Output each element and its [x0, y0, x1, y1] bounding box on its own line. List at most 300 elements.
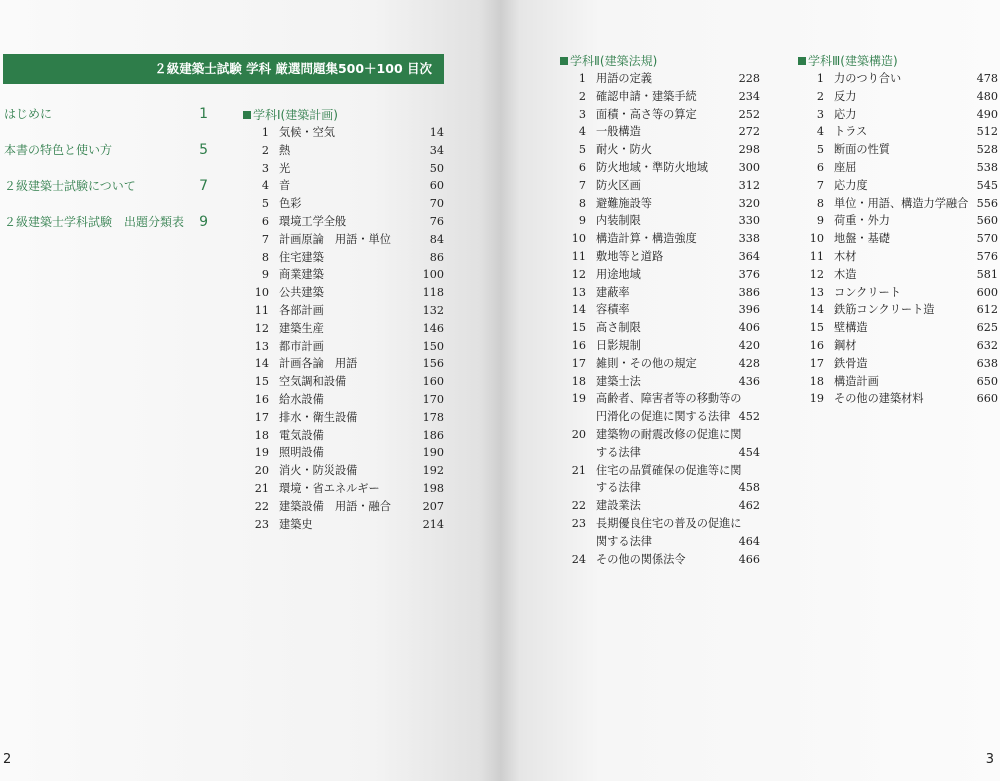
- toc-row[interactable]: [798, 373, 998, 391]
- toc-row-number: 15: [809, 321, 824, 335]
- toc-row[interactable]: [560, 284, 760, 302]
- toc-row-title: 長期優良住宅の普及の促進に: [596, 516, 742, 530]
- toc-row-title: 敷地等と道路: [596, 249, 664, 263]
- toc-row-number: 12: [571, 267, 586, 281]
- toc-row[interactable]: [243, 444, 444, 462]
- toc-row-number: 3: [261, 161, 269, 175]
- toc-row-page: 300: [738, 160, 760, 174]
- toc-row-page: 86: [429, 250, 444, 264]
- toc-row-page: [741, 515, 769, 533]
- toc-row-title: する法律: [596, 445, 641, 459]
- toc-row-page: 34: [429, 143, 444, 157]
- toc-list: [798, 70, 998, 408]
- toc-row[interactable]: [243, 213, 444, 231]
- toc-row-number: 18: [809, 374, 824, 388]
- toc-row-number: 3: [578, 107, 586, 121]
- toc-row[interactable]: [798, 212, 998, 230]
- toc-row-number: 4: [816, 125, 824, 139]
- toc-row[interactable]: [560, 515, 760, 533]
- toc-row-title: 座屈: [834, 160, 857, 174]
- toc-row-title: する法律: [596, 481, 641, 495]
- toc-row-title: 鉄筋コンクリート造: [834, 303, 935, 317]
- toc-row-title: 円滑化の促進に関する法律: [596, 410, 731, 424]
- toc-row-page: 452: [738, 410, 760, 424]
- toc-row-title: 日影規制: [596, 338, 641, 352]
- toc-row[interactable]: [243, 195, 444, 213]
- toc-row-number: 14: [254, 357, 269, 371]
- toc-row-page: 228: [738, 72, 760, 85]
- toc-row-title: 防火地域・準防火地域: [596, 160, 708, 174]
- toc-row[interactable]: [560, 212, 760, 230]
- toc-row-page: 186: [422, 428, 444, 442]
- toc-row-title: 排水・衛生設備: [279, 410, 358, 424]
- toc-row[interactable]: [798, 284, 998, 302]
- toc-row-title: 構造計画: [834, 374, 879, 388]
- toc-row-number: 23: [254, 517, 269, 531]
- toc-row-title: 地盤・基礎: [834, 232, 890, 246]
- toc-row-number: 7: [578, 178, 586, 192]
- toc-row-number: 1: [816, 72, 824, 85]
- toc-row[interactable]: [243, 142, 444, 160]
- intro-item[interactable]: [4, 212, 208, 248]
- toc-row-title: 音: [279, 179, 291, 193]
- toc-title-bar: ２級建築士試験 学科 厳選問題集500＋100 目次: [3, 54, 444, 84]
- section-building-structure: [798, 52, 998, 408]
- toc-row[interactable]: [560, 123, 760, 141]
- toc-row-number: 9: [578, 214, 586, 228]
- toc-row-page: 490: [976, 107, 998, 121]
- toc-row-title: 建設業法: [596, 499, 641, 513]
- toc-row[interactable]: [243, 124, 444, 142]
- toc-row-title: 都市計画: [279, 339, 324, 353]
- toc-row-number: 6: [816, 160, 824, 174]
- toc-row-number: 12: [809, 267, 824, 281]
- toc-row-title: 光: [279, 161, 291, 175]
- toc-row-number: 10: [809, 232, 824, 246]
- toc-row[interactable]: [243, 302, 444, 320]
- toc-row-number: 2: [578, 89, 586, 103]
- toc-row-title: 用途地域: [596, 267, 641, 281]
- toc-row-page: 570: [976, 232, 998, 246]
- toc-row[interactable]: [798, 70, 998, 88]
- toc-row[interactable]: [560, 462, 760, 480]
- toc-row-page: 480: [976, 89, 998, 103]
- toc-row[interactable]: [798, 248, 998, 266]
- toc-row[interactable]: [560, 177, 760, 195]
- toc-row-page: 464: [738, 534, 760, 548]
- toc-row-page: 576: [976, 249, 998, 263]
- toc-row[interactable]: [560, 230, 760, 248]
- toc-row[interactable]: [560, 373, 760, 391]
- toc-row-title: 建築生産: [279, 321, 324, 335]
- toc-row[interactable]: [560, 390, 760, 408]
- toc-row-page: 330: [738, 214, 760, 228]
- toc-row-title: 気候・空気: [279, 126, 335, 139]
- toc-row[interactable]: [560, 337, 760, 355]
- toc-row-page: 214: [422, 517, 444, 531]
- toc-row-title: 避難施設等: [596, 196, 652, 210]
- toc-row-title: その他の建築材料: [834, 392, 924, 406]
- toc-row-page: 660: [976, 392, 998, 406]
- toc-row-page: 650: [976, 374, 998, 388]
- toc-row-page: [741, 390, 769, 408]
- toc-row-page: 160: [422, 375, 444, 389]
- toc-row-page: 170: [422, 392, 444, 406]
- toc-row-number: 11: [571, 249, 586, 263]
- toc-list: [243, 124, 444, 533]
- intro-list: [4, 104, 208, 248]
- toc-row-title: 建築士法: [596, 374, 641, 388]
- toc-row-title: 建築史: [279, 517, 313, 531]
- toc-row[interactable]: [243, 409, 444, 427]
- toc-row-title: 反力: [834, 89, 857, 103]
- toc-row-title: 住宅建築: [279, 250, 324, 264]
- toc-row-number: 9: [261, 268, 269, 282]
- intro-item[interactable]: [4, 176, 208, 212]
- toc-row-title: その他の関係法令: [596, 552, 686, 566]
- section-heading: [243, 106, 444, 124]
- toc-row-title: コンクリート: [834, 285, 901, 299]
- toc-row[interactable]: [798, 355, 998, 373]
- toc-row[interactable]: [243, 373, 444, 391]
- toc-row-number: 19: [254, 446, 269, 460]
- toc-row-title: 各部計画: [279, 303, 324, 317]
- toc-row-title: 防火区画: [596, 178, 641, 192]
- toc-row[interactable]: [560, 444, 760, 462]
- toc-row-number: 8: [261, 250, 269, 264]
- toc-row-number: 1: [578, 72, 586, 85]
- toc-row-title: 建蔽率: [596, 285, 630, 299]
- toc-row[interactable]: [560, 355, 760, 373]
- toc-row-number: 17: [571, 356, 586, 370]
- toc-row[interactable]: [798, 230, 998, 248]
- toc-row[interactable]: [243, 160, 444, 178]
- toc-row-page: 150: [422, 339, 444, 353]
- toc-row[interactable]: [798, 141, 998, 159]
- toc-row-title: 鉄骨造: [834, 356, 868, 370]
- section-heading: [560, 52, 760, 70]
- toc-row-page: 338: [738, 232, 760, 246]
- toc-row[interactable]: [798, 159, 998, 177]
- toc-row-number: 21: [254, 481, 269, 495]
- page-number-left: 2: [3, 752, 12, 767]
- intro-item-label: ２級建築士試験について: [4, 179, 136, 193]
- toc-row-number: 16: [571, 338, 586, 352]
- section-heading: [798, 52, 998, 70]
- toc-row-page: 454: [738, 445, 760, 459]
- toc-row-title: トラス: [834, 125, 868, 139]
- toc-row[interactable]: [798, 106, 998, 124]
- toc-row-title: 建築物の耐震改修の促進に関: [596, 427, 742, 441]
- toc-row-page: 312: [738, 178, 760, 192]
- toc-row-page: 545: [976, 178, 998, 192]
- toc-row-number: 12: [254, 321, 269, 335]
- toc-row[interactable]: [560, 70, 760, 88]
- toc-row-page: 560: [976, 214, 998, 228]
- intro-item-page: 9: [199, 214, 208, 230]
- toc-row-page: 14: [429, 126, 444, 139]
- page-number-right: 3: [985, 752, 994, 767]
- toc-row-number: 7: [261, 232, 269, 246]
- toc-row[interactable]: [560, 479, 760, 497]
- toc-row[interactable]: [798, 123, 998, 141]
- toc-row-page: 458: [738, 481, 760, 495]
- intro-item-label: ２級建築士学科試験 出題分類表: [4, 215, 185, 229]
- toc-row[interactable]: [798, 390, 998, 408]
- toc-row-page: 396: [738, 303, 760, 317]
- toc-row-title: 高さ制限: [596, 321, 641, 335]
- toc-row-number: 13: [809, 285, 824, 299]
- intro-item[interactable]: [4, 140, 208, 176]
- intro-item[interactable]: [4, 104, 208, 140]
- square-bullet-icon: [243, 111, 251, 119]
- toc-row-title: 木造: [834, 267, 857, 281]
- toc-row-title: 面積・高さ等の算定: [596, 107, 697, 121]
- toc-row[interactable]: [560, 266, 760, 284]
- toc-row[interactable]: [798, 195, 998, 213]
- section-building-law: [560, 52, 760, 568]
- toc-row-page: 364: [738, 249, 760, 263]
- toc-row-title: 木材: [834, 249, 857, 263]
- toc-row-title: 一般構造: [596, 125, 641, 139]
- toc-row[interactable]: [560, 301, 760, 319]
- toc-row-title: 空気調和設備: [279, 375, 347, 389]
- toc-row-title: 電気設備: [279, 428, 324, 442]
- toc-row-title: 用語の定義: [596, 72, 652, 85]
- toc-row[interactable]: [560, 408, 760, 426]
- toc-row-page: 478: [976, 72, 998, 85]
- toc-row[interactable]: [560, 88, 760, 106]
- toc-row-title: 消火・防災設備: [279, 464, 358, 478]
- section-heading-text: 学科Ⅱ(建築法規): [570, 54, 658, 68]
- toc-row-page: 556: [976, 196, 998, 210]
- toc-row-page: 70: [429, 197, 444, 211]
- toc-row[interactable]: [560, 533, 760, 551]
- intro-item-page: 1: [199, 106, 208, 122]
- toc-row-title: 応力: [834, 107, 857, 121]
- toc-row-title: 環境・省エネルギー: [279, 481, 380, 495]
- toc-row[interactable]: [560, 106, 760, 124]
- toc-row-number: 15: [571, 321, 586, 335]
- toc-row[interactable]: [560, 426, 760, 444]
- toc-row-page: 420: [738, 338, 760, 352]
- toc-row[interactable]: [798, 319, 998, 337]
- toc-row-page: 512: [976, 125, 998, 139]
- toc-row-number: 9: [816, 214, 824, 228]
- toc-row-page: 376: [738, 267, 760, 281]
- toc-row[interactable]: [560, 248, 760, 266]
- toc-row-page: 118: [422, 286, 444, 300]
- toc-row-page: 466: [738, 552, 760, 566]
- toc-row-page: 76: [429, 214, 444, 228]
- toc-row-title: 建築設備 用語・融合: [279, 499, 391, 513]
- toc-row-number: 8: [816, 196, 824, 210]
- toc-row-title: 内装制限: [596, 214, 641, 228]
- toc-row-title: 確認申請・建築手続: [596, 89, 697, 103]
- toc-list: [560, 70, 760, 568]
- toc-row[interactable]: [560, 319, 760, 337]
- toc-row-page: [741, 462, 769, 480]
- toc-row-number: 18: [571, 374, 586, 388]
- toc-row-page: [741, 426, 769, 444]
- toc-row-number: 10: [571, 232, 586, 246]
- toc-row-page: 625: [976, 321, 998, 335]
- toc-row-page: 538: [976, 160, 998, 174]
- toc-row-number: 24: [571, 552, 586, 566]
- toc-row[interactable]: [243, 480, 444, 498]
- toc-row-page: 581: [976, 267, 998, 281]
- toc-row-number: 16: [809, 338, 824, 352]
- toc-row[interactable]: [243, 249, 444, 267]
- toc-row-page: 436: [738, 374, 760, 388]
- toc-row-number: 19: [571, 392, 586, 406]
- toc-row-title: 高齢者、障害者等の移動等の: [596, 392, 742, 406]
- toc-row[interactable]: [560, 497, 760, 515]
- toc-row-number: 10: [254, 286, 269, 300]
- toc-row-number: 7: [816, 178, 824, 192]
- toc-row-number: 11: [809, 249, 824, 263]
- toc-row-title: 色彩: [279, 197, 302, 211]
- toc-row-page: 198: [422, 481, 444, 495]
- toc-row-page: 406: [738, 321, 760, 335]
- toc-row[interactable]: [243, 320, 444, 338]
- toc-row-number: 20: [254, 464, 269, 478]
- toc-row[interactable]: [243, 391, 444, 409]
- square-bullet-icon: [798, 57, 806, 65]
- toc-row-number: 4: [261, 179, 269, 193]
- toc-row-number: 13: [571, 285, 586, 299]
- toc-row-title: 断面の性質: [834, 143, 890, 157]
- toc-row[interactable]: [798, 177, 998, 195]
- toc-row-page: 600: [976, 285, 998, 299]
- toc-row-title: 耐火・防火: [596, 143, 652, 157]
- toc-row-page: 638: [976, 356, 998, 370]
- toc-row-title: 単位・用語、構造力学融合: [834, 196, 969, 210]
- toc-row-page: 190: [422, 446, 444, 460]
- toc-row-number: 22: [254, 499, 269, 513]
- toc-row[interactable]: [243, 516, 444, 534]
- toc-row-number: 22: [571, 499, 586, 513]
- toc-row-title: 応力度: [834, 178, 868, 192]
- toc-row-title: 雑則・その他の規定: [596, 356, 697, 370]
- toc-row-number: 14: [809, 303, 824, 317]
- toc-row-page: 84: [429, 232, 444, 246]
- toc-row-page: 100: [422, 268, 444, 282]
- toc-row-page: 178: [422, 410, 444, 424]
- toc-row-page: 386: [738, 285, 760, 299]
- intro-item-page: 7: [199, 178, 208, 194]
- toc-row-page: 528: [976, 143, 998, 157]
- toc-row-number: 6: [578, 160, 586, 174]
- toc-row-title: 公共建築: [279, 286, 324, 300]
- section-heading-text: 学科Ⅲ(建築構造): [808, 54, 898, 68]
- toc-row-title: 照明設備: [279, 446, 324, 460]
- toc-row-title: 力のつり合い: [834, 72, 902, 85]
- right-page: [500, 0, 1000, 781]
- toc-row-page: 60: [429, 179, 444, 193]
- toc-row-page: 156: [422, 357, 444, 371]
- toc-row-number: 13: [254, 339, 269, 353]
- toc-row-title: 壁構造: [834, 321, 868, 335]
- toc-row-title: 鋼材: [834, 338, 857, 352]
- toc-row-title: 計画原論 用語・単位: [279, 232, 391, 246]
- toc-row-title: 住宅の品質確保の促進等に関: [596, 463, 742, 477]
- toc-row[interactable]: [243, 177, 444, 195]
- toc-row-title: 給水設備: [279, 392, 324, 406]
- toc-row[interactable]: [243, 355, 444, 373]
- toc-row-number: 16: [254, 392, 269, 406]
- toc-row-number: 15: [254, 375, 269, 389]
- toc-row-number: 5: [261, 197, 269, 211]
- toc-row-page: 207: [422, 499, 444, 513]
- toc-row-page: 252: [738, 107, 760, 121]
- toc-row[interactable]: [243, 266, 444, 284]
- toc-row-number: 21: [571, 463, 586, 477]
- toc-row-number: 17: [809, 356, 824, 370]
- toc-row-page: 234: [738, 89, 760, 103]
- toc-row[interactable]: [243, 284, 444, 302]
- toc-row[interactable]: [243, 231, 444, 249]
- toc-row[interactable]: [798, 88, 998, 106]
- toc-row-page: 462: [738, 499, 760, 513]
- toc-row-page: 632: [976, 338, 998, 352]
- toc-row-number: 17: [254, 410, 269, 424]
- toc-row-page: 272: [738, 125, 760, 139]
- toc-row-number: 19: [809, 392, 824, 406]
- toc-row[interactable]: [798, 337, 998, 355]
- toc-row-number: 5: [816, 143, 824, 157]
- toc-row[interactable]: [243, 427, 444, 445]
- toc-row[interactable]: [243, 498, 444, 516]
- toc-row[interactable]: [798, 266, 998, 284]
- intro-item-label: 本書の特色と使い方: [4, 143, 113, 157]
- toc-row-page: 298: [738, 143, 760, 157]
- toc-row-page: 612: [976, 303, 998, 317]
- toc-row-title: 計画各論 用語: [279, 357, 358, 371]
- toc-row[interactable]: [560, 551, 760, 569]
- toc-row-title: 関する法律: [596, 534, 652, 548]
- section-heading-text: 学科Ⅰ(建築計画): [253, 108, 338, 122]
- intro-item-page: 5: [199, 142, 208, 158]
- toc-row-number: 23: [571, 516, 586, 530]
- toc-row-number: 4: [578, 125, 586, 139]
- toc-row[interactable]: [560, 195, 760, 213]
- section-architectural-planning: [243, 106, 444, 533]
- toc-row-number: 2: [261, 143, 269, 157]
- toc-row[interactable]: [243, 338, 444, 356]
- toc-row-number: 8: [578, 196, 586, 210]
- toc-row-title: 商業建築: [279, 268, 324, 282]
- toc-row[interactable]: [560, 141, 760, 159]
- square-bullet-icon: [560, 57, 568, 65]
- toc-row-number: 6: [261, 214, 269, 228]
- toc-row-number: 14: [571, 303, 586, 317]
- toc-row-title: 容積率: [596, 303, 630, 317]
- toc-row[interactable]: [243, 462, 444, 480]
- toc-row-number: 20: [571, 427, 586, 441]
- toc-row-title: 環境工学全般: [279, 214, 347, 228]
- toc-row-number: 1: [261, 126, 269, 139]
- toc-row-page: 192: [422, 464, 444, 478]
- toc-row-number: 2: [816, 89, 824, 103]
- toc-row[interactable]: [798, 301, 998, 319]
- toc-row-number: 18: [254, 428, 269, 442]
- toc-row-number: 3: [816, 107, 824, 121]
- toc-row-title: 構造計算・構造強度: [596, 232, 697, 246]
- toc-row-title: 熱: [279, 143, 291, 157]
- toc-row[interactable]: [560, 159, 760, 177]
- intro-item-label: はじめに: [4, 107, 53, 121]
